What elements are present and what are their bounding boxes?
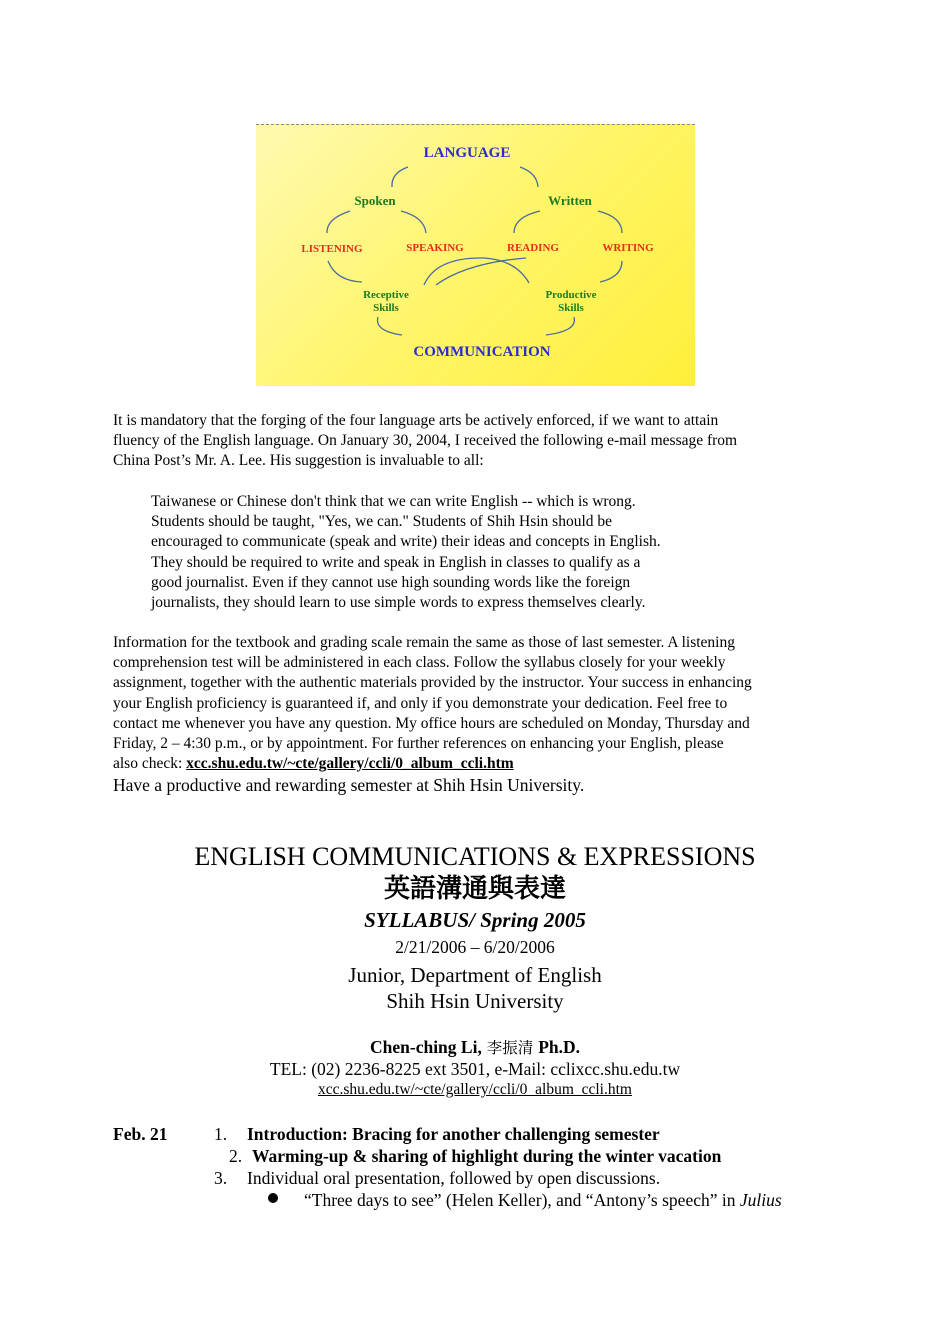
info-line-last [113,754,853,774]
instructor-name-chinese: 李振清 [481,1039,539,1057]
quote-line: encouraged to communicate (speak and write) their ideas and concepts in English. [151,533,661,551]
info-line: comprehension test will be administered in each class. Follow the syllabus closely for your weekly [113,654,726,672]
item-number-3: 3. [214,1168,228,1188]
language-diagram [256,124,695,386]
quote-line: Taiwanese or Chinese don't think that we can write English -- which is wrong. [151,493,636,510]
quote-line: They should be required to write and speak in English in classes to qualify as a [151,553,641,571]
schedule-item-2: Warming-up & sharing of highlight during the winter vacation [252,1146,722,1166]
label-written: Written [548,193,592,208]
instructor-degree: Ph.D. [538,1037,580,1057]
label-language: LANGUAGE [423,145,511,161]
label-reading: READING [507,242,559,254]
syllabus-heading: SYLLABUS/ Spring 2005 [364,908,586,932]
label-speaking: SPEAKING [406,242,464,254]
label-writing: WRITING [602,242,654,254]
diagram-svg [256,125,695,386]
schedule-item-3: Individual oral presentation, followed by open discussions. [247,1168,661,1188]
bullet-dot-icon [268,1193,278,1203]
closing-line: Have a productive and rewarding semester at Shih Hsin University. [113,775,585,796]
quote-line: good journalist. Even if they cannot use high sounding words like the foreign [151,573,631,591]
info-line: Information for the textbook and grading scale remain the same as those of last semester. A listening [113,634,735,651]
connector-productive-communication [546,317,574,335]
intro-line: fluency of the English language. On January 30, 2004, I received the following e-mail message from [113,432,738,450]
label-productive: Productive [545,289,597,301]
connector-speaking-productive [424,258,529,285]
connector-listening-receptive [328,261,362,282]
course-title: ENGLISH COMMUNICATIONS & EXPRESSIONS [194,842,756,871]
schedule-bullet [304,1189,782,1211]
item-number-2: 2. [229,1146,243,1166]
info-line: Friday, 2 – 4:30 p.m., or by appointment. For further references on enhancing your English, please [113,735,724,753]
label-communication: COMMUNICATION [413,344,551,360]
university: Shih Hsin University [386,989,564,1013]
quote-line: journalists, they should learn to use simple words to express themselves clearly. [151,594,646,612]
connector-written-writing [598,211,622,233]
label-spoken: Spoken [354,193,396,208]
schedule-item-1: Introduction: Bracing for another challenging semester [247,1124,660,1144]
instructor-name: Chen-ching Li, [370,1037,482,1057]
info-line: assignment, together with the authentic materials provided by the instructor. Your success in enhancing [113,674,752,692]
also-check-label: also check: [113,755,187,773]
label-listening: LISTENING [301,243,363,255]
connector-spoken-speaking [401,211,426,233]
diagram-labels [301,145,654,360]
connector-language-written [520,167,538,187]
semester-dates: 2/21/2006 – 6/20/2006 [395,937,555,957]
connector-receptive-communication [378,317,403,335]
instructor-url [0,1080,950,1100]
intro-line: China Post’s Mr. A. Lee. His suggestion is invaluable to all: [113,452,484,470]
instructor [0,1036,950,1059]
connector-spoken-listening [327,211,350,233]
schedule-date: Feb. 21 [113,1124,168,1144]
contact-info: TEL: (02) 2236-8225 ext 3501, e-Mail: cclixcc.shu.edu.tw [269,1059,681,1079]
label-productive-skills: Skills [558,302,584,314]
course-title-chinese: 英語溝通與表達 [383,874,566,904]
info-paragraph [113,633,853,796]
connector-written-reading [514,211,540,233]
label-receptive-skills: Skills [373,302,399,314]
item-number-1: 1. [214,1124,228,1144]
instructor-url-link[interactable]: xcc.shu.edu.tw/~cte/gallery/ccli/0_album_ccli.htm [318,1081,632,1098]
intro-paragraph [113,411,853,472]
connector-language-spoken [392,167,408,187]
info-line: your English proficiency is guaranteed if, and only if you demonstrate your dedication. Feel free to [113,694,728,712]
album-link[interactable]: xcc.shu.edu.tw/~cte/gallery/ccli/0_album_ccli.htm [186,755,514,773]
bullet-italic: Julius [739,1190,782,1210]
department: Junior, Department of English [348,963,602,987]
bullet-text: “Three days to see” (Helen Keller), and “Antony’s speech” in [304,1190,740,1210]
intro-line: It is mandatory that the forging of the four language arts be actively enforced, if we want to attain [113,412,719,429]
quote-block [151,492,851,613]
connector-writing-productive [600,261,622,282]
quote-line: Students should be taught, "Yes, we can." Students of Shih Hsin should be [151,513,613,531]
label-receptive: Receptive [363,289,409,301]
info-line: contact me whenever you have any question. My office hours are scheduled on Monday, Thursday and [113,714,750,732]
